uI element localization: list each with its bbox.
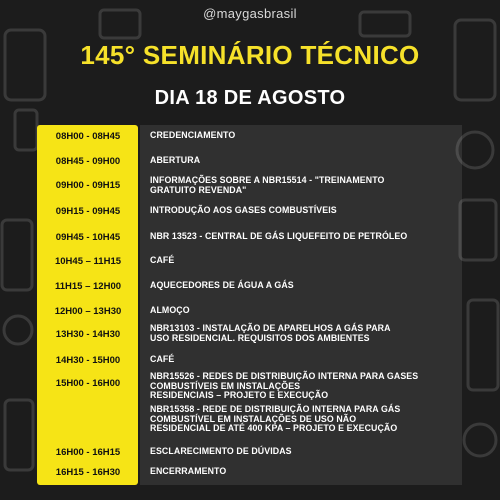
schedule-topic: CREDENCIAMENTO [150, 130, 236, 140]
schedule-time: 09H00 - 09H15 [55, 180, 121, 191]
schedule-time: 13H30 - 14H30 [55, 329, 121, 340]
schedule-topic: NBR 13523 - CENTRAL DE GÁS LIQUEFEITO DE PETRÓLEO [150, 231, 408, 241]
schedule-time: 16H00 - 16H15 [55, 447, 121, 458]
schedule-topic: CAFÉ [150, 255, 175, 265]
schedule-time: 08H00 - 08H45 [55, 131, 121, 142]
schedule-topic: ENCERRAMENTO [150, 466, 227, 476]
schedule-topic: NBR15358 - REDE DE DISTRIBUIÇÃO INTERNA PARA GÁS COMBUSTÍVEL EM INSTALAÇÕES DE USO NÃO RESIDENCIAL DE ATÉ 400 KPA – PROJETO E EXECUÇÃO [150, 404, 401, 433]
social-handle: @maygasbrasil [203, 6, 297, 21]
schedule-topic: ESCLARECIMENTO DE DÚVIDAS [150, 446, 292, 456]
schedule-time: 10H45 – 11H15 [54, 256, 122, 267]
schedule-topic: AQUECEDORES DE ÁGUA A GÁS [150, 280, 294, 290]
schedule-time: 11H15 – 12H00 [54, 281, 122, 292]
schedule-time: 09H15 - 09H45 [55, 206, 121, 217]
schedule-topic: CAFÉ [150, 354, 175, 364]
schedule-time: 08H45 - 09H00 [55, 156, 121, 167]
schedule-time: 09H45 - 10H45 [55, 232, 121, 243]
schedule-topic: ALMOÇO [150, 305, 190, 315]
event-date: DIA 18 DE AGOSTO [154, 87, 346, 109]
page-title: 145° SEMINÁRIO TÉCNICO [80, 40, 420, 70]
schedule-topic: ABERTURA [150, 155, 201, 165]
schedule-time: 12H00 – 13H30 [54, 306, 122, 317]
schedule-time: 15H00 - 16H00 [55, 378, 121, 389]
schedule-topic: NBR13103 - INSTALAÇÃO DE APARELHOS A GÁS PARA USO RESIDENCIAL. REQUISITOS DOS AMBIENTES [150, 323, 391, 343]
schedule-topic: NBR15526 - REDES DE DISTRIBUIÇÃO INTERNA PARA GASES COMBUSTÍVEIS EM INSTALAÇÕES RESIDENCIAIS – PROJETO E EXECUÇÃO [150, 371, 419, 400]
schedule-time: 14H30 - 15H00 [55, 355, 121, 366]
schedule-time: 16H15 - 16H30 [55, 467, 121, 478]
schedule-topic: INTRODUÇÃO AOS GASES COMBUSTÍVEIS [150, 205, 337, 215]
schedule-topic: INFORMAÇÕES SOBRE A NBR15514 - "TREINAMENTO GRATUITO REVENDA" [150, 175, 385, 195]
